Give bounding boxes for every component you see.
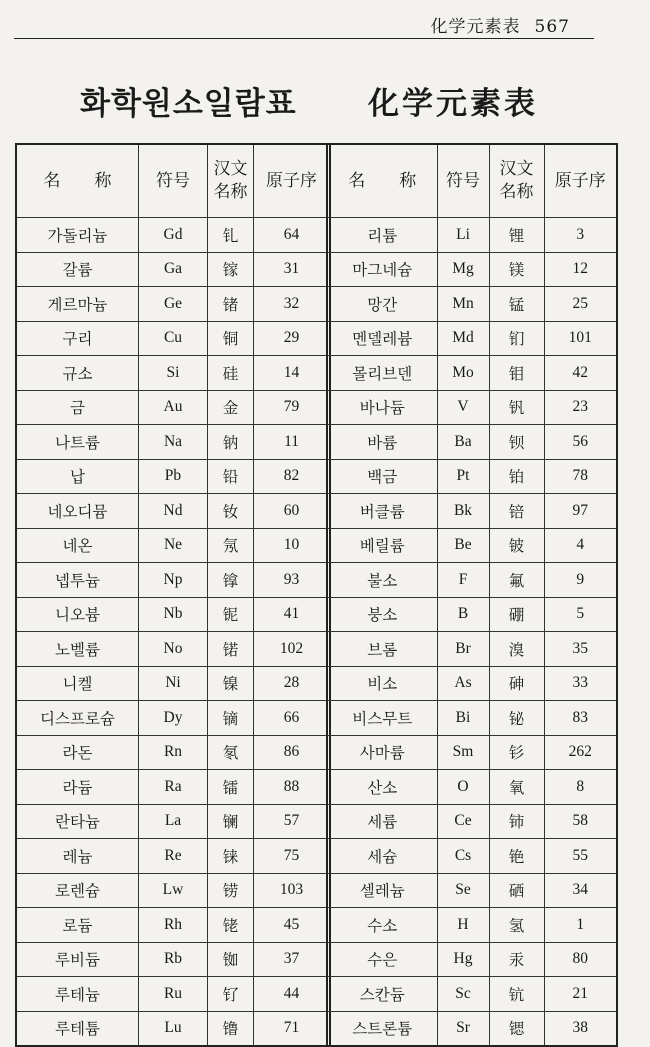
element-korean-name: 니오븀 xyxy=(16,597,138,632)
element-symbol: Bk xyxy=(437,494,489,529)
element-korean-name: 리튬 xyxy=(327,218,437,253)
element-symbol: Sm xyxy=(437,735,489,770)
element-korean-name: 레늄 xyxy=(16,839,138,874)
element-korean-name: 버클륨 xyxy=(327,494,437,529)
element-symbol: Ce xyxy=(437,804,489,839)
element-atomic-number: 97 xyxy=(544,494,617,529)
element-chinese-name: 铈 xyxy=(489,804,544,839)
element-atomic-number: 79 xyxy=(254,390,330,425)
element-korean-name: 갈륨 xyxy=(16,252,138,287)
element-atomic-number: 86 xyxy=(254,735,330,770)
table-row xyxy=(16,528,330,563)
table-row xyxy=(327,218,617,253)
table-row xyxy=(16,459,330,494)
element-atomic-number: 57 xyxy=(254,804,330,839)
element-symbol: Rh xyxy=(138,908,207,943)
element-table-left xyxy=(15,143,331,1047)
table-row xyxy=(327,494,617,529)
element-symbol: Rn xyxy=(138,735,207,770)
table-row xyxy=(327,597,617,632)
element-chinese-name: 铜 xyxy=(208,321,254,356)
element-symbol: Nd xyxy=(138,494,207,529)
element-chinese-name: 氖 xyxy=(208,528,254,563)
element-symbol: Lw xyxy=(138,873,207,908)
element-korean-name: 란타늄 xyxy=(16,804,138,839)
element-atomic-number: 34 xyxy=(544,873,617,908)
element-korean-name: 베릴륨 xyxy=(327,528,437,563)
element-symbol: Mo xyxy=(437,356,489,391)
element-symbol: Sc xyxy=(437,977,489,1012)
element-chinese-name: 砷 xyxy=(489,666,544,701)
header-name: 名 称 xyxy=(16,144,138,218)
element-chinese-name: 钌 xyxy=(208,977,254,1012)
element-atomic-number: 23 xyxy=(544,390,617,425)
element-korean-name: 넵투늄 xyxy=(16,563,138,598)
element-symbol: Ni xyxy=(138,666,207,701)
element-korean-name: 몰리브덴 xyxy=(327,356,437,391)
table-row xyxy=(16,287,330,322)
table-row xyxy=(16,1011,330,1046)
element-korean-name: 루테늄 xyxy=(16,977,138,1012)
element-atomic-number: 44 xyxy=(254,977,330,1012)
element-symbol: Br xyxy=(437,632,489,667)
element-symbol: Pt xyxy=(437,459,489,494)
element-atomic-number: 21 xyxy=(544,977,617,1012)
element-symbol: O xyxy=(437,770,489,805)
element-atomic-number: 82 xyxy=(254,459,330,494)
element-symbol: Au xyxy=(138,390,207,425)
header-symbol: 符号 xyxy=(138,144,207,218)
element-atomic-number: 71 xyxy=(254,1011,330,1046)
element-chinese-name: 镧 xyxy=(208,804,254,839)
table-row xyxy=(327,425,617,460)
element-atomic-number: 4 xyxy=(544,528,617,563)
element-korean-name: 멘델레븀 xyxy=(327,321,437,356)
running-head xyxy=(431,12,570,37)
element-chinese-name: 铂 xyxy=(489,459,544,494)
element-atomic-number: 5 xyxy=(544,597,617,632)
element-atomic-number: 45 xyxy=(254,908,330,943)
table-header-row xyxy=(327,144,617,218)
page-number: 567 xyxy=(534,17,570,37)
element-symbol: Mg xyxy=(437,252,489,287)
element-korean-name: 산소 xyxy=(327,770,437,805)
element-chinese-name: 铌 xyxy=(208,597,254,632)
table-row xyxy=(327,321,617,356)
table-header-row xyxy=(16,144,330,218)
element-atomic-number: 41 xyxy=(254,597,330,632)
element-symbol: Mn xyxy=(437,287,489,322)
table-row xyxy=(16,701,330,736)
element-chinese-name: 锂 xyxy=(489,218,544,253)
element-atomic-number: 66 xyxy=(254,701,330,736)
element-symbol: Ba xyxy=(437,425,489,460)
element-atomic-number: 83 xyxy=(544,701,617,736)
table-row xyxy=(16,942,330,977)
element-atomic-number: 8 xyxy=(544,770,617,805)
element-chinese-name: 铅 xyxy=(208,459,254,494)
element-chinese-name: 钕 xyxy=(208,494,254,529)
table-row xyxy=(327,252,617,287)
table-row xyxy=(16,632,330,667)
element-atomic-number: 38 xyxy=(544,1011,617,1046)
table-row xyxy=(16,908,330,943)
element-symbol: Cu xyxy=(138,321,207,356)
element-symbol: Re xyxy=(138,839,207,874)
element-korean-name: 금 xyxy=(16,390,138,425)
table-row xyxy=(327,356,617,391)
table-row xyxy=(16,839,330,874)
element-korean-name: 납 xyxy=(16,459,138,494)
element-chinese-name: 铯 xyxy=(489,839,544,874)
element-chinese-name: 镝 xyxy=(208,701,254,736)
table-row xyxy=(16,252,330,287)
element-atomic-number: 12 xyxy=(544,252,617,287)
element-symbol: B xyxy=(437,597,489,632)
element-atomic-number: 56 xyxy=(544,425,617,460)
element-chinese-name: 钒 xyxy=(489,390,544,425)
table-row xyxy=(16,770,330,805)
element-atomic-number: 35 xyxy=(544,632,617,667)
element-chinese-name: 金 xyxy=(208,390,254,425)
element-korean-name: 브롬 xyxy=(327,632,437,667)
element-symbol: Lu xyxy=(138,1011,207,1046)
element-symbol: Np xyxy=(138,563,207,598)
element-chinese-name: 锫 xyxy=(489,494,544,529)
element-atomic-number: 58 xyxy=(544,804,617,839)
element-korean-name: 나트륨 xyxy=(16,425,138,460)
element-korean-name: 비스무트 xyxy=(327,701,437,736)
element-symbol: Na xyxy=(138,425,207,460)
element-chinese-name: 钡 xyxy=(489,425,544,460)
element-korean-name: 규소 xyxy=(16,356,138,391)
element-chinese-name: 镓 xyxy=(208,252,254,287)
element-korean-name: 스칸듐 xyxy=(327,977,437,1012)
table-row xyxy=(16,321,330,356)
table-row xyxy=(16,356,330,391)
header-symbol: 符号 xyxy=(437,144,489,218)
table-row xyxy=(16,563,330,598)
element-symbol: Be xyxy=(437,528,489,563)
table-row xyxy=(327,701,617,736)
element-atomic-number: 10 xyxy=(254,528,330,563)
table-row xyxy=(327,287,617,322)
element-korean-name: 루비듐 xyxy=(16,942,138,977)
header-atomic-number: 原子序 xyxy=(254,144,330,218)
table-row xyxy=(16,597,330,632)
table-row xyxy=(327,770,617,805)
element-chinese-name: 钐 xyxy=(489,735,544,770)
element-symbol: Hg xyxy=(437,942,489,977)
element-chinese-name: 镁 xyxy=(489,252,544,287)
element-atomic-number: 93 xyxy=(254,563,330,598)
element-symbol: Nb xyxy=(138,597,207,632)
table-row xyxy=(16,735,330,770)
table-row xyxy=(327,908,617,943)
element-atomic-number: 75 xyxy=(254,839,330,874)
element-korean-name: 네온 xyxy=(16,528,138,563)
element-symbol: Li xyxy=(437,218,489,253)
element-chinese-name: 钆 xyxy=(208,218,254,253)
element-korean-name: 셀레늄 xyxy=(327,873,437,908)
element-korean-name: 로듐 xyxy=(16,908,138,943)
element-korean-name: 사마륨 xyxy=(327,735,437,770)
element-atomic-number: 37 xyxy=(254,942,330,977)
element-korean-name: 가돌리늄 xyxy=(16,218,138,253)
element-chinese-name: 锘 xyxy=(208,632,254,667)
element-korean-name: 백금 xyxy=(327,459,437,494)
element-korean-name: 마그네슘 xyxy=(327,252,437,287)
element-korean-name: 라돈 xyxy=(16,735,138,770)
element-atomic-number: 33 xyxy=(544,666,617,701)
table-row xyxy=(16,977,330,1012)
element-atomic-number: 88 xyxy=(254,770,330,805)
element-chinese-name: 铹 xyxy=(208,873,254,908)
element-atomic-number: 78 xyxy=(544,459,617,494)
element-atomic-number: 11 xyxy=(254,425,330,460)
table-row xyxy=(327,942,617,977)
running-head-title: 化学元素表 xyxy=(430,17,521,37)
element-korean-name: 루테튬 xyxy=(16,1011,138,1046)
element-korean-name: 디스프로슘 xyxy=(16,701,138,736)
table-row xyxy=(16,425,330,460)
header-chinese-name: 汉文 名称 xyxy=(489,144,544,218)
element-atomic-number: 32 xyxy=(254,287,330,322)
element-chinese-name: 镥 xyxy=(208,1011,254,1046)
element-chinese-name: 氟 xyxy=(489,563,544,598)
element-korean-name: 붕소 xyxy=(327,597,437,632)
element-chinese-name: 硼 xyxy=(489,597,544,632)
element-chinese-name: 钠 xyxy=(208,425,254,460)
element-korean-name: 라듐 xyxy=(16,770,138,805)
element-chinese-name: 镎 xyxy=(208,563,254,598)
element-symbol: Rb xyxy=(138,942,207,977)
table-row xyxy=(327,839,617,874)
element-symbol: Ge xyxy=(138,287,207,322)
element-chinese-name: 硒 xyxy=(489,873,544,908)
element-korean-name: 니켈 xyxy=(16,666,138,701)
element-atomic-number: 102 xyxy=(254,632,330,667)
element-chinese-name: 汞 xyxy=(489,942,544,977)
element-atomic-number: 103 xyxy=(254,873,330,908)
element-table-right xyxy=(326,143,618,1047)
element-symbol: Sr xyxy=(437,1011,489,1046)
element-atomic-number: 25 xyxy=(544,287,617,322)
element-korean-name: 비소 xyxy=(327,666,437,701)
table-row xyxy=(327,977,617,1012)
element-symbol: Md xyxy=(437,321,489,356)
element-symbol: Ru xyxy=(138,977,207,1012)
element-chinese-name: 铍 xyxy=(489,528,544,563)
header-rule xyxy=(14,38,594,39)
element-symbol: Bi xyxy=(437,701,489,736)
element-symbol: Ra xyxy=(138,770,207,805)
table-row xyxy=(327,563,617,598)
element-atomic-number: 262 xyxy=(544,735,617,770)
element-korean-name: 바나듐 xyxy=(327,390,437,425)
table-row xyxy=(16,218,330,253)
element-chinese-name: 钼 xyxy=(489,356,544,391)
element-symbol: Cs xyxy=(437,839,489,874)
element-atomic-number: 80 xyxy=(544,942,617,977)
element-korean-name: 불소 xyxy=(327,563,437,598)
table-row xyxy=(327,1011,617,1046)
element-chinese-name: 氧 xyxy=(489,770,544,805)
element-korean-name: 네오디뮴 xyxy=(16,494,138,529)
element-korean-name: 세슘 xyxy=(327,839,437,874)
element-korean-name: 망간 xyxy=(327,287,437,322)
table-row xyxy=(16,804,330,839)
element-symbol: No xyxy=(138,632,207,667)
element-chinese-name: 锶 xyxy=(489,1011,544,1046)
element-atomic-number: 60 xyxy=(254,494,330,529)
element-korean-name: 노벨륨 xyxy=(16,632,138,667)
element-atomic-number: 9 xyxy=(544,563,617,598)
element-symbol: Dy xyxy=(138,701,207,736)
element-chinese-name: 铋 xyxy=(489,701,544,736)
element-symbol: F xyxy=(437,563,489,598)
element-chinese-name: 钪 xyxy=(489,977,544,1012)
element-korean-name: 수은 xyxy=(327,942,437,977)
element-atomic-number: 64 xyxy=(254,218,330,253)
element-symbol: Si xyxy=(138,356,207,391)
table-row xyxy=(327,632,617,667)
element-atomic-number: 55 xyxy=(544,839,617,874)
element-atomic-number: 31 xyxy=(254,252,330,287)
element-chinese-name: 镍 xyxy=(208,666,254,701)
header-name: 名 称 xyxy=(327,144,437,218)
element-symbol: La xyxy=(138,804,207,839)
element-symbol: As xyxy=(437,666,489,701)
element-chinese-name: 锗 xyxy=(208,287,254,322)
element-chinese-name: 铷 xyxy=(208,942,254,977)
element-korean-name: 수소 xyxy=(327,908,437,943)
korean-title: 화학원소일람표 xyxy=(80,86,297,122)
element-chinese-name: 溴 xyxy=(489,632,544,667)
element-korean-name: 게르마늄 xyxy=(16,287,138,322)
element-atomic-number: 3 xyxy=(544,218,617,253)
element-atomic-number: 101 xyxy=(544,321,617,356)
element-atomic-number: 29 xyxy=(254,321,330,356)
table-row xyxy=(327,804,617,839)
element-symbol: H xyxy=(437,908,489,943)
element-chinese-name: 钔 xyxy=(489,321,544,356)
element-chinese-name: 氢 xyxy=(489,908,544,943)
element-chinese-name: 铼 xyxy=(208,839,254,874)
element-atomic-number: 42 xyxy=(544,356,617,391)
element-chinese-name: 镭 xyxy=(208,770,254,805)
table-row xyxy=(327,459,617,494)
element-atomic-number: 14 xyxy=(254,356,330,391)
table-row xyxy=(327,528,617,563)
element-korean-name: 로렌슘 xyxy=(16,873,138,908)
element-symbol: Gd xyxy=(138,218,207,253)
table-row xyxy=(327,666,617,701)
element-chinese-name: 锰 xyxy=(489,287,544,322)
chinese-title: 化学元素表 xyxy=(368,86,538,122)
element-korean-name: 세륨 xyxy=(327,804,437,839)
header-atomic-number: 原子序 xyxy=(544,144,617,218)
table-row xyxy=(327,873,617,908)
element-korean-name: 구리 xyxy=(16,321,138,356)
element-atomic-number: 1 xyxy=(544,908,617,943)
element-korean-name: 바륨 xyxy=(327,425,437,460)
element-chinese-name: 氡 xyxy=(208,735,254,770)
element-atomic-number: 28 xyxy=(254,666,330,701)
table-row xyxy=(16,390,330,425)
element-symbol: Se xyxy=(437,873,489,908)
element-korean-name: 스트론튬 xyxy=(327,1011,437,1046)
table-row xyxy=(327,735,617,770)
element-chinese-name: 硅 xyxy=(208,356,254,391)
header-chinese-name: 汉文 名称 xyxy=(208,144,254,218)
element-symbol: Ga xyxy=(138,252,207,287)
element-symbol: V xyxy=(437,390,489,425)
element-symbol: Ne xyxy=(138,528,207,563)
table-row xyxy=(16,666,330,701)
table-row xyxy=(16,873,330,908)
table-row xyxy=(16,494,330,529)
element-symbol: Pb xyxy=(138,459,207,494)
element-chinese-name: 铑 xyxy=(208,908,254,943)
table-row xyxy=(327,390,617,425)
